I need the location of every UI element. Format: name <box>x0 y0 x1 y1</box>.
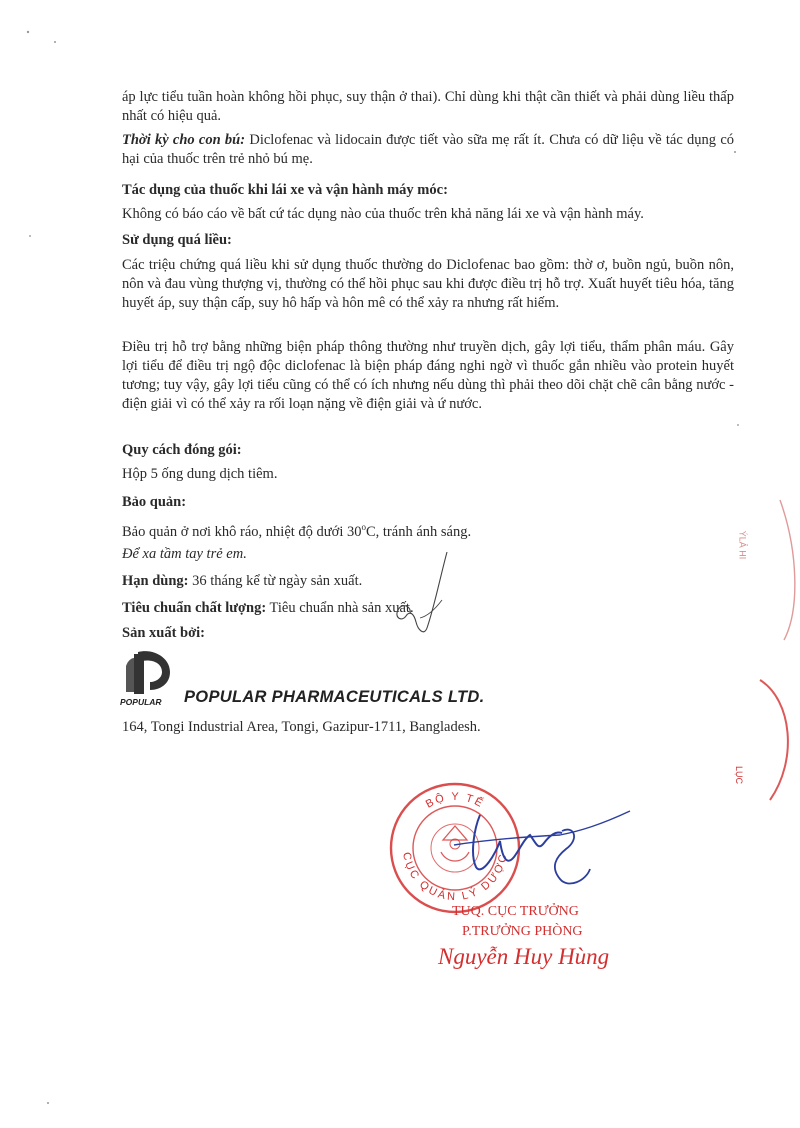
official-signature <box>440 795 640 905</box>
stamp-ring-text: CỤC QUẢN LÝ DƯỢC <box>400 851 510 904</box>
heading-driving: Tác dụng của thuốc khi lái xe và vận hành máy móc: <box>122 182 448 198</box>
paragraph-storage <box>122 518 734 542</box>
paragraph-pregnancy-continued: áp lực tiểu tuần hoàn không hồi phục, suy thận ở thai). Chỉ dùng khi thật cần thiết và phải dùng liều thấp nhất có hiệu quả. <box>122 89 734 124</box>
degree-superscript: o <box>361 522 366 532</box>
paragraph-driving: Không có báo cáo về bất cứ tác dụng nào của thuốc trên khả năng lái xe và vận hành máy. <box>122 206 644 222</box>
stamp-authority-line1: TUQ. CỤC TRƯỞNG <box>452 904 579 919</box>
paragraph-overdose-treatment: Điều trị hỗ trợ bằng những biện pháp thông thường như truyền dịch, gây lợi tiểu, thẩm phân máu. Gây lợi tiểu để điều trị ngộ độc diclofenac là biện pháp đáng nghi ngờ vì thuốc gắn nhiều vào protein huyết tương; tuy vậy, gây lợi tiểu cũng có thể có ích nhưng nếu dùng thì phải theo dõi chặt chẽ cân bằng nước - điện giải vì có thể xảy ra rối loạn nặng về điện giải và ứ nước. <box>122 339 734 412</box>
standard-label: Tiêu chuẩn chất lượng: <box>122 600 267 616</box>
margin-signature-mark <box>372 548 462 638</box>
edge-mark-top: ÝLẢ HI <box>737 530 748 560</box>
edge-mark-bottom: LỤC <box>734 765 745 785</box>
edge-stamp-partial <box>740 490 800 810</box>
heading-manufacturer: Sản xuất bởi: <box>122 625 205 641</box>
logo-wordmark: POPULAR <box>120 697 162 707</box>
expiry-label: Hạn dùng: <box>122 573 189 589</box>
heading-overdose: Sử dụng quá liều: <box>122 232 232 248</box>
popular-logo <box>120 646 182 708</box>
expiry-text: 36 tháng kể từ ngày sản xuất. <box>188 573 363 589</box>
paragraph-breastfeeding <box>122 131 734 169</box>
company-address: 164, Tongi Industrial Area, Tongi, Gazipur-1711, Bangladesh. <box>122 719 481 735</box>
stamp-authority-line2: P.TRƯỞNG PHÒNG <box>462 924 583 939</box>
company-name: POPULAR PHARMACEUTICALS LTD. <box>184 688 485 706</box>
storage-text-pre: Bảo quản ở nơi khô ráo, nhiệt độ dưới 30 <box>122 523 362 540</box>
storage-text-post: C, tránh ánh sáng. <box>365 523 472 540</box>
paragraph-overdose-symptoms: Các triệu chứng quá liều khi sử dụng thuốc thường do Diclofenac bao gồm: thờ ơ, buồn ngủ, buồn nôn, nôn và đau vùng thượng vị, thường có thể hồi phục sau khi được điều trị hỗ trợ. Xuất huyết tiêu hóa, tăng huyết áp, suy thận cấp, suy hô hấp và hôn mê có thể xảy ra nhưng rất hiếm. <box>122 257 734 311</box>
heading-storage: Bảo quản: <box>122 494 187 510</box>
paragraph-keep-away-children: Để xa tầm tay trẻ em. <box>122 546 247 562</box>
signer-name: Nguyễn Huy Hùng <box>438 944 610 969</box>
standard-text: Tiêu chuẩn nhà sản xuất. <box>266 600 414 616</box>
heading-packaging: Quy cách đóng gói: <box>122 442 242 458</box>
stamp-top-text: BỘ Y TẾ <box>423 790 487 811</box>
paragraph-packaging: Hộp 5 ống dung dịch tiêm. <box>122 466 278 482</box>
breastfeeding-label: Thời kỳ cho con bú: <box>122 132 246 148</box>
breastfeeding-text: Diclofenac và lidocain được tiết vào sữa mẹ rất ít. Chưa có dữ liệu về tác dụng có hại của thuốc trên trẻ nhỏ bú mẹ. <box>122 132 734 167</box>
